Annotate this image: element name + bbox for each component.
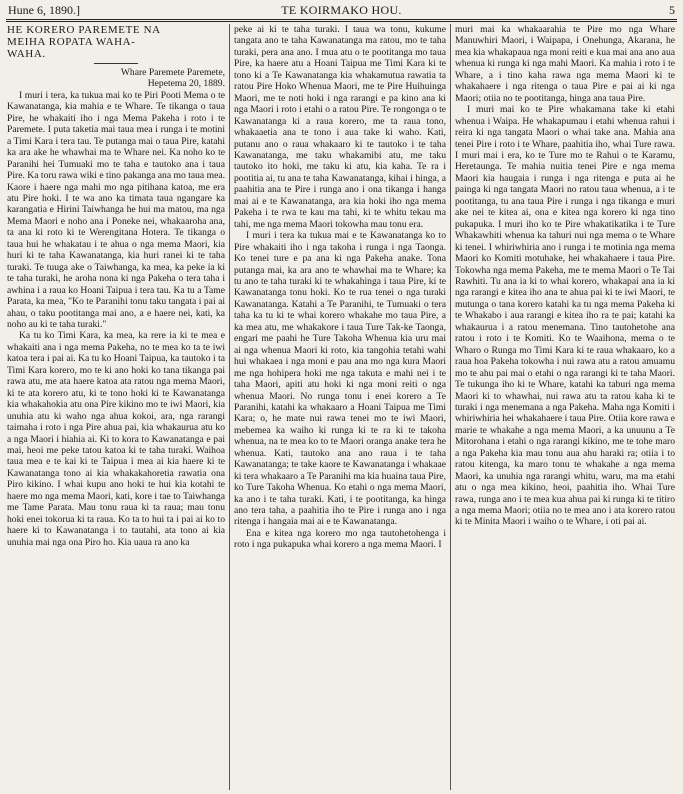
dateline-date: Hepetema 20, 1889. xyxy=(147,78,225,90)
paragraph: I muri mai ko te Pire whakamana take ki etahi whenua i Waipa. He whakapumau i etahi whenua rahui i reira ki nga tangata Maori o whai take ana. Mahia ana tenei Pire i roto i te Whare, paahitia iho, whai Ture rawa. I muri mai i era, ko te Ture mo te Rahui o te Karamu, Heretaunga. Te mahia nuitia tenei Pire e nga mema Maori kia haugaia i runga i nga ritenga e puta ai he painga ki nga tangata Maori no ratou taua whenua, a i te pootitanga, tu ana taua Pire i runga i nga tikanga e muri ake nei te kitea ai, ona e kitea nga korero ki nga tino pukapuka. I muri iho ko te Pire whakatikatika i te Ture Whakawhiti whenua ka tahuri nui nga mema o te Whare ki tenei. I whiriwhiria ano i runga i te motinia nga mema Maori ko Komiti motuhake, hei whakahaere i taua Pire. Tokowha nga mema Pakeha, me te mema Maori o Te Tai Rawhiti. Tu ana ia ki to whai korero, whakapai ana ia ki nga rarangi e kitea iho ana te ahua pai ki te iwi Maori, te mutunga o tana korero katahi ka tu nga mema Pakeha ki te Whakabo i aua rarangi e kitea iho ra te pai; katahi ka whakaurua i a ratou menemana. Tino tautohetohe ana ratou i roto i te Komiti. Ko te Waaihona, mema o te Wharo o Runga mo Timi Kara ki te raua whakaaro, ko a raua hoa Pakeha tokowha i nui rawa atu a ratou amuamu mo te ahu pai mai o etahi o nga rarangi ki te taha Maori. Te tukunga iho ki te Whare, katahi ka taburi nga mema Maori ki to whawhai, nui rawa atu ta ratou kaha ki te turaki i nga menemana a nga Pakeha. Maha nga Komiti i whiriwhiria hei whakahaere i taua Pire. Otiia kore rawa e marie te whakahe a nga mema Maori, a ka unuunu a Te Mitorohana i etahi o nga rarangi kikino, me te tohe maro a nga Pakeha kia mau tonu aua ahu haraki ra; otiia i to ratou kitenga, ka maro tonu te whakahe a nga mema Maori, ka unuhia nga rarangi whitu, waru, ma ma etahi atu o nga mea kikino, heoi, paahitia iho. Whai Ture rawa, runga ano i te mea kua ahua pai ki runga ki te titiro a nga mema Maori; otiia no te mea ano i ata korero ratou ki te Minita Maori i waiho o te Whare, i oti pai ai. xyxy=(455,104,675,528)
newspaper-title: TE KOIRMAKO HOU. xyxy=(281,3,402,17)
column-1 xyxy=(7,24,225,790)
page-number: 5 xyxy=(669,3,675,17)
paragraph: Ena e kitea nga korero mo nga tautohetohenga i roto i nga pukapuka whai korero a nga mema Maori. I xyxy=(234,527,446,551)
paragraph: muri mai ka whakaarahia te Pire mo nga Whare Manuwhiri Maori, i Waipapa, i Onehunga, Akarana, he mea kia whakapaua nga moni reiti e kua mai ana ano aua whenua ki runga ki nga mahi Maori. Ka mahia i roto i te Whare, a i tino kaha rawa nga mema Maori ki te whakahaere i nga ritenga o taua Pire e pai ai ki nga Maori; otiia no te pootitanga, hinga ana taua Pire. xyxy=(455,24,675,104)
column-divider xyxy=(450,24,451,790)
article-title-line: WAHA. xyxy=(7,48,46,60)
column-3 xyxy=(455,24,675,790)
paragraph: I muri i tera ka tukua mai e te Kawanatanga ko to Pire whakaiti iho i nga takoha i runga i nga Taonga. Ko tenei ture e pa ana ki nga Pakeha anake. Tona putanga mai, ka ara ano te whawhai ma te Whare; ka tu ano te taha turaki ki te whakahinga i taua Pire, ki te Kawanatanga tonu hoki. Ko te rua tenei o nga turaki Kawanatanga. Katahi a Te Paranihi, te Tumuaki o tera taha ka tu ki te whai korero whakahe mo taua Pire, a ka mea atu, me whakakore i taua Ture Tak-ke Taonga, engari me paahi he Ture Takoha Whenua kia uru mai ai nga whenua Maori ki roto, kia tangohia tetahi wahi hui whakaea i nga moni e pau ana mo nga kura Maori me nga hohipera hoki me nga takuta e mahi nei i te taha Maori, apiti atu hoki ki nga moni reiti o nga whenua Maori. No runga tonu i enei korero a Te Paranihi, katahi ka whakaaro a Hoani Taipua me Timi Kara; o, he mate nui rawa tenei mo te iwi Maori, mebemea ka waiho ki runga ki te ra ki te takoha whenua, na te mea ko to te Maori oranga anake tera he whenua. Kati, tautoko ana ano raua i te taha Kawanatanga; te take kaore te Kawanatanga i whakaae ki tera whakaaro a Te Paranihi ma kia huaina taua Pire, ko Ture Takoha Whenua. Ko etahi o nga mema Maori, ka ano i te taha turaki. Kati, i te pootitanga, ka hinga ano tera taha, a paahitia iho te Pire i runga ano i nga ritenga i hangaia mai ai e te Kawanatanga. xyxy=(234,230,446,528)
column-2 xyxy=(234,24,446,790)
article-title-line: HE KORERO PAREMETE NA xyxy=(7,24,161,36)
header-rule xyxy=(6,19,677,20)
paragraph: peke ai ki te taha turaki. I taua wa tonu, kukume tangata ano te taha Kawanatanga ma ratou, mo te taha turaki, pera ana ano. I mua atu o te pootitanga mo taua Pire, ka haere atu a Hoani Taipua me Timi Kara ki te tono ki a Te Kawanatanga kia whakamutua rawatia ta ratou Pire Hoko Whenua Maori, me te Pire Huihuinga Maori, me te noti hoki i nga rarangi e pa kino ana ki nga Maori i roto i etahi o a ratou Pire. Te rongonga o te Kawanatanga ki a raua korero, me ta raua tono, whakaaetia ana te tono i aua take ki waho. Kati, putanu ano o raua whakaaro ki te tautoko i te taha Kawanatanga, me taku whakamibi atu, me taku tautoko ito hoki, me taku ki atu, kia kaha. Te ra i pootitia ai, tu ana te taha Kawanatanga, kihai i hinga, a paahitia ana te Pire i runga ano i ona tikanga i hanga mai ai e te Kawanatanga, ara kia hoki iho nga mema Pakeha i te rwa te kau ma tahi, ki te whitu tekau ma tahi, me nga mema Maori tokowha mau tonu era. xyxy=(234,24,446,230)
dateline-place: Whare Paremete Paremete, xyxy=(120,67,225,78)
issue-date: Hune 6, 1890.] xyxy=(8,3,80,17)
title-rule xyxy=(94,63,138,64)
header-rule-double xyxy=(6,21,677,22)
paragraph: Ka tu ko Timi Kara, ka mea, ka rere ia ki te mea e whakaiti ana i nga mema Pakeha, no te mea ko ta te iwi katoa tera i pai ai. Ka tu ko Hoani Taipua, ka tautoko i ta Timi Kara korero, mo te ki ano hoki ko tana tikanga pai rawa atu, me ata haere katoa ata ratou nga mema Maori, ki te ata korero atu, ki te tono hoki ki te Kawanatanga kia whakahokia atu ona Pire kikino mo te iwi Maori, kia unuhia atu ki waho nga ahua kokoi, ara, nga rarangi taimaha i roto i nga Pire ahua pai, kia whakaurua atu ko a nga Maori i hiahia ai. Ki to kora to Kawanatanga e pai mai, heoi me peke tatou katoa ki te taha turaki. Waihoa taua mea e te kai ki te Taipua i mea ai kia haere ki te Kawanatanga tono ai kia whakakahoretia rawatia ona Piro kikino. I whai kupu ano hoki te hui kia kotahi te haere mo nga mema Maori, kati, kore i tae to Taiwhanga me Tame Parata. Mau tonu raua ki ta raua; mau tonu hoki enei tokorua ki ta raua. Ko ta to hui ta i pai ai ko to haere ki to Kawanatanga i to tautahi, ata tono ai kia unuhia mai nga ona Piro ho. Kia uaua ra ano ka xyxy=(7,330,225,548)
paragraph: I muri i tera, ka tukua mai ko te Piri Pooti Mema o te Kawanatanga, kia mahia e te Whare. Te tikanga o taua Pire, he whakaiti iho i nga Mema Pakeha i roto i te Paremete. I puta taketia mai taua mea i runga i te motini a Timi Kara i tera tau. Te putanga mai o taua Pire, katahi ka ara ake he whawhai ma te Whare nei. Ka noho ko te Paranihi hei Tumuaki mo te taha e tautoko ana i taua Pire. Ka toru rawa wiki e tino pakanga ana mo taua mea. Kaore i haere nga mahi mo nga pitihana katoa, me era atu Pire hoki. I te wa ano ka timata taua ngangare ka karangatia e Hirini Taiwhanga he hui ma matou, ma nga Mema Maori e noho ana i Poneke nei, whakaaroha ana, ta ana ki roto ki te Werengitana Hotera. Te tikanga o taua hui he whakatau i te ahua o nga mema Maori, kia huri ki te taha Kawanatanga, kia huri ranei ki te taha turaki. Te tuuga ake o Taiwhanga, ka mea, ka peke ia ki te taha turaki, he aroha nona ki nga Pakeha o tera taha i awhina i a raua ko Hoani Taipua i tera tau. Ka tu a Tame Parata, ka mea, "Ko te Paranihi tonu taku tangata i pai ai ahau, o taku pootitanga mai ano, a e haere nei, kati, ka noho au ki te taha turaki." xyxy=(7,89,225,330)
column-divider xyxy=(229,24,230,790)
page-header xyxy=(6,3,677,17)
article-title-line: MEIHA ROPATA WAHA- xyxy=(7,36,136,48)
